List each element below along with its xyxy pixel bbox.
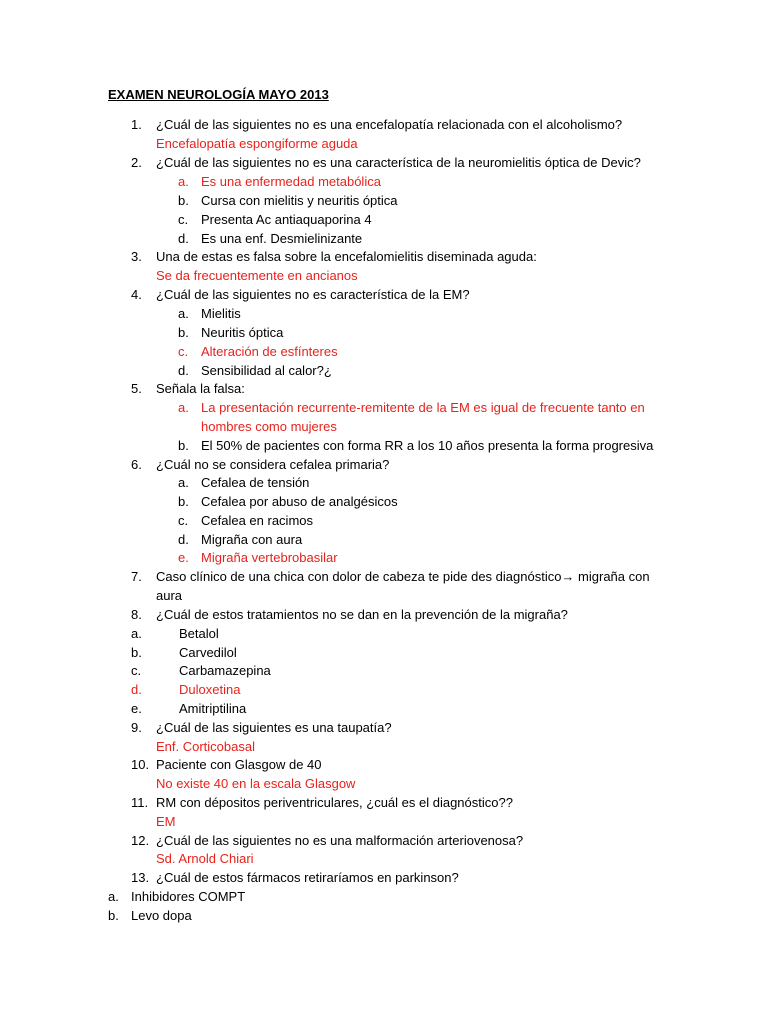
option-text: Betalol [179,626,219,641]
list-marker: b. [131,645,142,660]
answer-text: hombres como mujeres [201,419,337,434]
list-marker: 12. [131,833,150,848]
option-text: Levo dopa [131,908,192,923]
list-marker: 10. [131,757,150,772]
answer-text: Se da frecuentemente en ancianos [156,268,358,283]
list-marker: c. [178,212,189,227]
question-text: RM con dépositos periventriculares, ¿cuál es el diagnóstico?? [156,795,513,810]
list-marker: c. [178,344,189,359]
list-marker: d. [178,532,189,547]
list-marker: 3. [131,249,142,264]
question-text: ¿Cuál no se considera cefalea primaria? [156,457,390,472]
option-text: Mielitis [201,306,241,321]
question-text: ¿Cuál de estos tratamientos no se dan en la prevención de la migraña? [156,607,568,622]
question-text: ¿Cuál de las siguientes no es una encefalopatía relacionada con el alcoholismo? [156,117,623,132]
option-text: Carvedilol [179,645,237,660]
answer-text: Migraña vertebrobasilar [201,550,338,565]
list-marker: e. [131,701,142,716]
list-marker: a. [178,475,189,490]
option-text: Cefalea en racimos [201,513,313,528]
option-text: aura [156,588,183,603]
list-marker: 7. [131,569,142,584]
question-text: ¿Cuál de estos fármacos retiraríamos en parkinson? [156,870,459,885]
option-text: Cursa con mielitis y neuritis óptica [201,193,398,208]
list-marker: 5. [131,381,142,396]
list-marker: b. [108,908,119,923]
answer-text: Enf. Corticobasal [156,739,255,754]
list-marker: 4. [131,287,142,302]
option-text: Es una enf. Desmielinizante [201,231,363,246]
option-text: Carbamazepina [179,663,271,678]
list-marker: e. [178,550,189,565]
list-marker: b. [178,494,189,509]
answer-text: La presentación recurrente-remitente de la EM es igual de frecuente tanto en [201,400,645,415]
question-text: ¿Cuál de las siguientes no es una característica de la neuromielitis óptica de Devic? [156,155,641,170]
list-marker: 11. [131,795,149,810]
list-marker: b. [178,438,189,453]
option-text: Neuritis óptica [201,325,284,340]
option-text: Inhibidores COMPT [131,889,246,904]
option-text: Sensibilidad al calor?¿ [201,363,332,378]
list-marker: a. [178,400,189,415]
option-text: Amitriptilina [179,701,247,716]
question-text: Señala la falsa: [156,381,245,396]
list-marker: a. [178,306,189,321]
question-text: Paciente con Glasgow de 40 [156,757,322,772]
list-marker: d. [178,363,189,378]
list-marker: 8. [131,607,142,622]
list-marker: a. [131,626,142,641]
list-marker: d. [178,231,189,246]
list-marker: b. [178,325,189,340]
list-marker: a. [108,889,119,904]
answer-text: Duloxetina [179,682,241,697]
document-title: EXAMEN NEUROLOGÍA MAYO 2013 [108,87,329,102]
question-text: ¿Cuál de las siguientes es una taupatía? [156,720,392,735]
option-text: Migraña con aura [201,532,303,547]
list-marker: b. [178,193,189,208]
list-marker: 9. [131,720,142,735]
answer-text: Sd. Arnold Chiari [156,851,254,866]
option-text: Cefalea de tensión [201,475,310,490]
option-text: Cefalea por abuso de analgésicos [201,494,398,509]
list-marker: 6. [131,457,142,472]
list-marker: a. [178,174,189,189]
question-text: ¿Cuál de las siguientes no es una malformación arteriovenosa? [156,833,524,848]
answer-text: No existe 40 en la escala Glasgow [156,776,356,791]
list-marker: d. [131,682,142,697]
question-text: ¿Cuál de las siguientes no es característica de la EM? [156,287,470,302]
answer-text: Encefalopatía espongiforme aguda [156,136,358,151]
list-marker: c. [131,663,142,678]
answer-text: Es una enfermedad metabólica [201,174,381,189]
answer-text: EM [156,814,176,829]
list-marker: 1. [131,117,142,132]
question-text: Caso clínico de una chica con dolor de cabeza te pide des diagnóstico→ migraña con [156,569,650,584]
list-marker: 13. [131,870,150,885]
option-text: Presenta Ac antiaquaporina 4 [201,212,372,227]
answer-text: Alteración de esfínteres [201,344,338,359]
question-text: Una de estas es falsa sobre la encefalomielitis diseminada aguda: [156,249,537,264]
list-marker: 2. [131,155,142,170]
option-text: El 50% de pacientes con forma RR a los 10 años presenta la forma progresiva [201,438,654,453]
list-marker: c. [178,513,189,528]
